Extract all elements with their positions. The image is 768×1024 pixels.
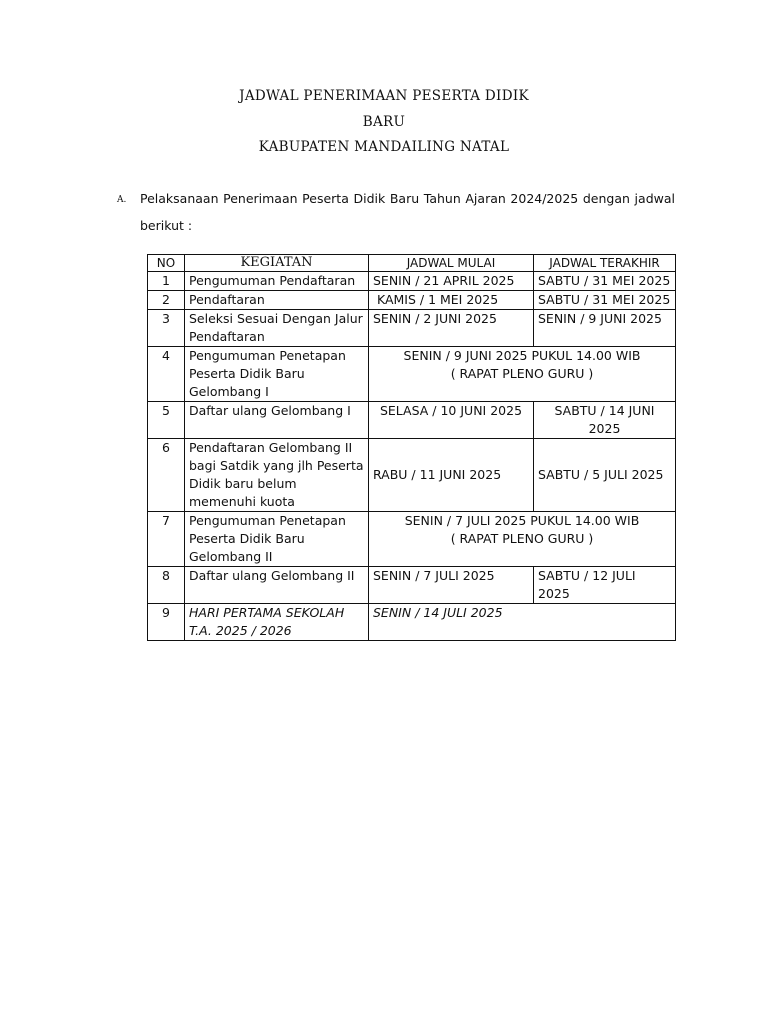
merged-schedule-line-2: ( RAPAT PLENO GURU ) [450, 366, 594, 381]
row-no: 8 [148, 567, 185, 604]
schedule-table [147, 254, 676, 641]
table-row [148, 604, 676, 641]
table-row [148, 512, 676, 567]
row-kegiatan: Pendaftaran [185, 291, 369, 310]
row-kegiatan: Pengumuman Pendaftaran [185, 272, 369, 291]
row-jadwal-terakhir: SABTU / 14 JUNI 2025 [534, 402, 676, 439]
row-merged-schedule [369, 512, 676, 567]
row-no: 7 [148, 512, 185, 567]
row-jadwal-terakhir: SABTU / 31 MEI 2025 [534, 272, 676, 291]
row-jadwal-terakhir: SABTU / 31 MEI 2025 [534, 291, 676, 310]
row-jadwal-terakhir: SABTU / 12 JULI 2025 [534, 567, 676, 604]
row-jadwal-terakhir: SABTU / 5 JULI 2025 [534, 439, 676, 512]
header-jadwal-mulai: JADWAL MULAI [369, 255, 534, 272]
row-kegiatan: Seleksi Sesuai Dengan Jalur Pendaftaran [185, 310, 369, 347]
merged-schedule-line-1: SENIN / 9 JUNI 2025 PUKUL 14.00 WIB [403, 348, 641, 363]
header-jadwal-terakhir: JADWAL TERAKHIR [534, 255, 676, 272]
row-jadwal-mulai: SENIN / 14 JULI 2025 [369, 604, 676, 641]
title-line-2: BARU [362, 114, 406, 130]
row-jadwal-mulai: SENIN / 21 APRIL 2025 [369, 272, 534, 291]
row-no: 5 [148, 402, 185, 439]
table-row [148, 347, 676, 402]
row-no: 2 [148, 291, 185, 310]
table-header-row [148, 255, 676, 272]
row-merged-schedule [369, 347, 676, 402]
title-line-1: JADWAL PENERIMAAN PESERTA DIDIK [239, 88, 529, 104]
row-jadwal-mulai: SENIN / 7 JULI 2025 [369, 567, 534, 604]
header-kegiatan: KEGIATAN [185, 255, 369, 272]
row-no: 4 [148, 347, 185, 402]
table-row [148, 272, 676, 291]
row-jadwal-mulai: RABU / 11 JUNI 2025 [369, 439, 534, 512]
table-row [148, 567, 676, 604]
section-text-line-1: Pelaksanaan Penerimaan Peserta Didik Baru Tahun Ajaran 2024/2025 dengan jadwal [140, 191, 675, 206]
merged-schedule-line-1: SENIN / 7 JULI 2025 PUKUL 14.00 WIB [404, 513, 640, 528]
row-jadwal-mulai: KAMIS / 1 MEI 2025 [369, 291, 534, 310]
row-no: 6 [148, 439, 185, 512]
row-no: 3 [148, 310, 185, 347]
row-jadwal-terakhir: SENIN / 9 JUNI 2025 [534, 310, 676, 347]
title-line-3: KABUPATEN MANDAILING NATAL [258, 139, 510, 155]
table-row [148, 310, 676, 347]
table-row [148, 402, 676, 439]
row-no: 1 [148, 272, 185, 291]
row-kegiatan: HARI PERTAMA SEKOLAH T.A. 2025 / 2026 [185, 604, 369, 641]
section-marker: A. [117, 195, 127, 205]
table-row [148, 439, 676, 512]
row-jadwal-mulai: SENIN / 2 JUNI 2025 [369, 310, 534, 347]
row-kegiatan: Pengumuman Penetapan Peserta Didik Baru Gelombang I [185, 347, 369, 402]
row-no: 9 [148, 604, 185, 641]
row-kegiatan: Daftar ulang Gelombang II [185, 567, 369, 604]
row-kegiatan: Daftar ulang Gelombang I [185, 402, 369, 439]
section-text-line-2: berikut : [140, 218, 193, 233]
merged-schedule-line-2: ( RAPAT PLENO GURU ) [450, 531, 594, 546]
header-no: NO [148, 255, 185, 272]
row-jadwal-mulai: SELASA / 10 JUNI 2025 [369, 402, 534, 439]
row-kegiatan: Pendaftaran Gelombang II bagi Satdik yang jlh Peserta Didik baru belum memenuhi kuota [185, 439, 369, 512]
table-row [148, 291, 676, 310]
row-kegiatan: Pengumuman Penetapan Peserta Didik Baru Gelombang II [185, 512, 369, 567]
